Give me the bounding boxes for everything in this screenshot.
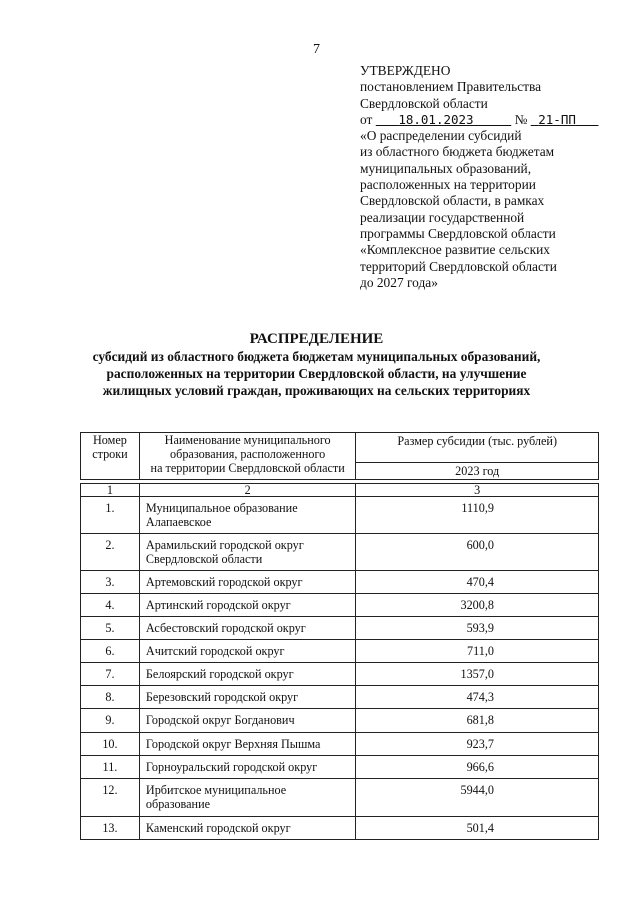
- approval-desc-3: расположенных на территории: [360, 177, 536, 193]
- municipality-name-line: Муниципальное образование: [145, 501, 298, 515]
- table-row: [81, 534, 599, 571]
- subsidy-amount: 474,3: [356, 686, 599, 709]
- municipality-name-line: Свердловской области: [145, 552, 263, 566]
- date-prefix: от: [360, 111, 373, 127]
- municipality-name: [139, 756, 356, 779]
- row-number: 8.: [81, 686, 140, 709]
- municipality-name: [139, 497, 356, 534]
- approval-desc-0: «О распределении субсидий: [360, 128, 522, 144]
- approval-desc-2: муниципальных образований,: [360, 160, 532, 176]
- approval-desc-8: территорий Свердловской области: [360, 258, 557, 274]
- heading-title: РАСПРЕДЕЛЕНИЕ: [249, 331, 384, 347]
- municipality-name-line: Ирбитское муниципальное: [145, 783, 287, 797]
- heading-subtitle-2: жилищных условий граждан, проживающих на сельских территориях: [102, 383, 531, 398]
- municipality-name: [139, 571, 356, 594]
- table-row: [81, 571, 599, 594]
- municipality-name: [139, 779, 356, 817]
- municipality-name-line: Арамильский городской округ: [145, 538, 304, 552]
- row-number: 13.: [81, 817, 140, 840]
- row-number: 6.: [81, 640, 140, 663]
- subsidy-amount: 1110,9: [356, 497, 599, 534]
- heading-subtitle-1: расположенных на территории Свердловской области, на улучшение: [106, 366, 527, 381]
- table-row: [81, 640, 599, 663]
- approval-block: [360, 63, 620, 291]
- municipality-name-line: Ачитский городской округ: [145, 644, 285, 658]
- approval-line-2: Свердловской области: [360, 95, 488, 111]
- municipality-name-line: Асбестовский городской округ: [145, 621, 306, 635]
- index-1: 1: [81, 484, 140, 497]
- header-row-number: Номер строки: [81, 433, 140, 480]
- table-row: [81, 594, 599, 617]
- municipality-name: [139, 534, 356, 571]
- subsidy-amount: 1357,0: [356, 663, 599, 686]
- municipality-name: [139, 817, 356, 840]
- table-row: [81, 709, 599, 733]
- table-row: [81, 617, 599, 640]
- subsidy-amount: 3200,8: [356, 594, 599, 617]
- table-row: [81, 497, 599, 534]
- municipality-name-line: Артинский городской округ: [145, 598, 291, 612]
- subsidy-amount: 681,8: [356, 709, 599, 733]
- approval-title: УТВЕРЖДЕНО: [360, 63, 451, 78]
- municipality-name: [139, 594, 356, 617]
- table-row: [81, 686, 599, 709]
- decree-number: 21-ПП: [538, 111, 576, 127]
- row-number: 11.: [81, 756, 140, 779]
- subsidy-amount: 5944,0: [356, 779, 599, 817]
- municipality-name: [139, 617, 356, 640]
- approval-desc-1: из областного бюджета бюджетам: [360, 144, 555, 160]
- subsidy-amount: 593,9: [356, 617, 599, 640]
- row-number: 3.: [81, 571, 140, 594]
- row-number: 5.: [81, 617, 140, 640]
- municipality-name-line: Городской округ Верхняя Пышма: [145, 737, 321, 751]
- header-subsidy-size: Размер субсидии (тыс. рублей): [356, 433, 599, 463]
- row-number: 10.: [81, 733, 140, 756]
- municipality-name-line: Артемовский городской округ: [145, 575, 303, 589]
- municipality-name-line: Горноуральский городской округ: [145, 760, 318, 774]
- number-prefix: №: [514, 111, 528, 127]
- municipality-name-line: Березовский городской округ: [145, 690, 299, 704]
- row-number: 2.: [81, 534, 140, 571]
- decree-date: 18.01.2023: [398, 111, 474, 127]
- municipality-name: [139, 686, 356, 709]
- row-number: 9.: [81, 709, 140, 733]
- table-row: [81, 756, 599, 779]
- header-municipality: Наименование муниципального образования, расположенного на территории Свердловской области: [139, 433, 356, 480]
- heading-subtitle-0: субсидий из областного бюджета бюджетам муниципальных образований,: [92, 349, 541, 364]
- page-number: 7: [313, 42, 320, 57]
- index-2: 2: [139, 484, 356, 497]
- approval-line-1: постановлением Правительства: [360, 79, 542, 95]
- approval-desc-5: реализации государственной: [360, 209, 525, 225]
- row-number: 1.: [81, 497, 140, 534]
- municipality-name-line: Каменский городской округ: [145, 821, 291, 835]
- row-number: 4.: [81, 594, 140, 617]
- table-row: [81, 779, 599, 817]
- subsidy-amount: 966,6: [356, 756, 599, 779]
- municipality-name: [139, 733, 356, 756]
- municipality-name-line: Городской округ Богданович: [145, 713, 295, 727]
- municipality-name-line: Алапаевское: [145, 515, 212, 529]
- approval-desc-4: Свердловской области, в рамках: [360, 193, 545, 209]
- row-number: 7.: [81, 663, 140, 686]
- table-row: [81, 817, 599, 840]
- municipality-name: [139, 709, 356, 733]
- subsidy-table: [80, 432, 599, 840]
- approval-date-line: [360, 112, 620, 128]
- approval-desc-9: до 2027 года»: [360, 274, 438, 290]
- row-number: 12.: [81, 779, 140, 817]
- index-3: 3: [356, 484, 599, 497]
- municipality-name: [139, 663, 356, 686]
- table-row: [81, 733, 599, 756]
- subsidy-amount: 501,4: [356, 817, 599, 840]
- subsidy-amount: 711,0: [356, 640, 599, 663]
- municipality-name-line: Белоярский городской округ: [145, 667, 294, 681]
- subsidy-amount: 923,7: [356, 733, 599, 756]
- document-heading: [60, 330, 573, 399]
- municipality-name: [139, 640, 356, 663]
- approval-desc-6: программы Свердловской области: [360, 225, 556, 241]
- municipality-name-line: образование: [145, 797, 210, 811]
- approval-desc-7: «Комплексное развитие сельских: [360, 242, 550, 258]
- subsidy-amount: 600,0: [356, 534, 599, 571]
- subsidy-amount: 470,4: [356, 571, 599, 594]
- header-year: 2023 год: [356, 463, 599, 480]
- table-row: [81, 663, 599, 686]
- column-index-row: [81, 484, 599, 497]
